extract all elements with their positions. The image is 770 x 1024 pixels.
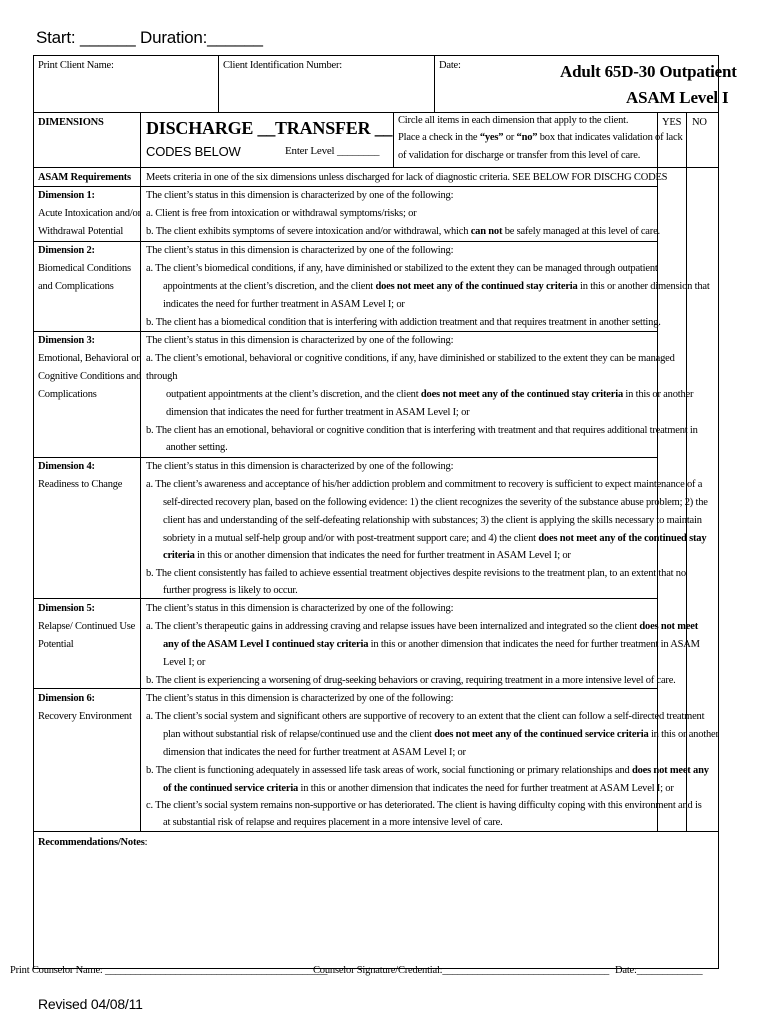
- transfer-label: TRANSFER __: [275, 118, 393, 138]
- dimension-3-title: Dimension 3:: [38, 335, 95, 346]
- footer-date-field: Date:_____________: [615, 965, 703, 976]
- dimension-2-subtitle: Biomedical Conditions: [38, 263, 131, 274]
- instructions-line2: Place a check in the “yes” or “no” box that indicates validation of lack: [398, 132, 683, 143]
- start-duration-line: Start: ______ Duration:______: [36, 28, 263, 47]
- recommendations-notes-area[interactable]: [34, 852, 718, 968]
- dimension-3-intro: The client’s status in this dimension is characterized by one of the following:: [146, 335, 454, 346]
- dimension-3-subtitle: Emotional, Behavioral or: [38, 353, 140, 364]
- asam-requirements-text: Meets criteria in one of the six dimensions unless discharged for lack of diagnostic criteria. SEE BELOW FOR DISCHG CODES: [146, 172, 668, 183]
- dimension-4-item-a-line2: self-directed recovery plan, based on the following evidence: 1) the client recognizes the severity of the substance abuse problem; 2) the: [163, 497, 708, 508]
- dimension-6-item-a-line2: plan without substantial risk of relapse/continued use and the client does not meet any of the continued service criteria in this or another: [163, 729, 719, 740]
- dimension-5-item-a-line3: Level I; or: [163, 657, 206, 668]
- yes-column-header: YES: [662, 117, 682, 128]
- dimension-2-item-a-line3: indicates the need for further treatment in ASAM Level I; or: [163, 299, 405, 310]
- client-id-label: Client Identification Number:: [223, 60, 343, 71]
- dimension-1-intro: The client’s status in this dimension is characterized by one of the following:: [146, 190, 454, 201]
- dimension-4-item-a-line5: criteria in this or another dimension that indicates the need for further treatment in ASAM Level I; or: [163, 550, 571, 561]
- dimension-5-subtitle: Relapse/ Continued Use: [38, 621, 136, 632]
- dimension-4-title: Dimension 4:: [38, 461, 95, 472]
- dimension-6-subtitle: Recovery Environment: [38, 711, 132, 722]
- dimension-1-item-a: a. Client is free from intoxication or withdrawal symptoms/risks; or: [146, 208, 417, 219]
- dimension-5-item-b: b. The client is experiencing a worsening of drug-seeking behaviors or craving, requiring treatment in a more intensive level of care.: [146, 675, 676, 686]
- form-title-line2: ASAM Level I: [626, 88, 729, 107]
- dimension-6-item-b-line1: b. The client is functioning adequately in assessed life task areas of work, social functioning or primary relationships and does not meet any: [146, 765, 709, 776]
- counselor-signature-field: Counselor Signature/Credential:_________________________________: [313, 965, 610, 976]
- dimension-6-item-a-line1: a. The client’s social system and significant others are supportive of recovery to an extent that the client can follow a self-directed treatment: [146, 711, 705, 722]
- dimension-3-item-a-line4: dimension that indicates the need for further treatment in ASAM Level I; or: [166, 407, 470, 418]
- dimension-1-subtitle: Acute Intoxication and/or: [38, 208, 141, 219]
- dimension-3-item-a-line3: outpatient appointments at the client’s discretion, and the client does not meet any of the continued stay criteria in this or another: [166, 389, 694, 400]
- dimension-5-title: Dimension 5:: [38, 603, 95, 614]
- counselor-name-field: Print Counselor Name: ____________________________________________: [10, 965, 328, 976]
- dimension-4-item-a-line3: client has and understanding of the self-defeating relationship with substances; 3) the client is applying the skills necessary to maintain: [163, 515, 702, 526]
- dimension-4-intro: The client’s status in this dimension is characterized by one of the following:: [146, 461, 454, 472]
- instructions-line1: Circle all items in each dimension that apply to the client.: [398, 115, 629, 126]
- dimension-1-item-b: b. The client exhibits symptoms of severe intoxication and/or withdrawal, which can not be safely managed at this level of care.: [146, 226, 660, 237]
- dimension-5-item-a-line1: a. The client’s therapeutic gains in addressing craving and relapse issues have been internalized and integrated so the client does not meet: [146, 621, 699, 632]
- form-title-line1: Adult 65D-30 Outpatient: [560, 62, 737, 81]
- dimension-2-intro: The client’s status in this dimension is characterized by one of the following:: [146, 245, 454, 256]
- revision-date: Revised 04/08/11: [38, 996, 143, 1012]
- dimension-3-item-b-line2: another setting.: [166, 442, 228, 453]
- dimension-2-item-b: b. The client has a biomedical condition that is interfering with addiction treatment and that requires treatment in another setting.: [146, 317, 661, 328]
- dimension-5-intro: The client’s status in this dimension is characterized by one of the following:: [146, 603, 454, 614]
- dimension-2-item-a-line2: appointments at the client’s discretion, and the client does not meet any of the continued stay criteria in this or another dimension that: [163, 281, 710, 292]
- dimension-2-subtitle-2: and Complications: [38, 281, 114, 292]
- dimension-2-item-a-line1: a. The client’s biomedical conditions, if any, have diminished or stabilized to the extent they can be managed through outpatient: [146, 263, 658, 274]
- dimension-3-item-b-line1: b. The client has an emotional, behavioral or cognitive condition that is interfering with treatment and that requires additional treatment in: [146, 425, 698, 436]
- dimension-1-subtitle-2: Withdrawal Potential: [38, 226, 124, 237]
- discharge-label: DISCHARGE __: [146, 118, 276, 138]
- dimension-6-item-a-line3: dimension that indicates the need for further treatment at ASAM Level I; or: [163, 747, 466, 758]
- dimension-4-subtitle: Readiness to Change: [38, 479, 123, 490]
- dimension-3-subtitle-3: Complications: [38, 389, 97, 400]
- dimension-6-item-b-line2: of the continued service criteria in this or another dimension that indicates the need for further treatment at ASAM Level I; or: [163, 783, 674, 794]
- dimension-4-item-b-line1: b. The client consistently has failed to achieve essential treatment objectives despite revisions to the treatment plan, to an extent that no: [146, 568, 686, 579]
- asam-requirements-label: ASAM Requirements: [38, 172, 131, 183]
- dimension-2-title: Dimension 2:: [38, 245, 95, 256]
- dimension-5-item-a-line2: any of the ASAM Level I continued stay criteria in this or another dimension that indicates the need for further treatment in ASAM: [163, 639, 700, 650]
- dimension-4-item-a-line1: a. The client’s awareness and acceptance of his/her addiction problem and commitment to recovery is sufficient to expect maintenance of a: [146, 479, 703, 490]
- no-column-header: NO: [692, 117, 707, 128]
- dimension-6-item-c-line1: c. The client’s social system remains non-supportive or has deteriorated. The client is having difficulty coping with this environment and is: [146, 800, 702, 811]
- dimension-3-item-a-line1: a. The client’s emotional, behavioral or cognitive conditions, if any, have diminished or stabilized to the extent they can be managed: [146, 353, 675, 364]
- dimension-4-item-b-line2: further progress is likely to occur.: [163, 585, 298, 596]
- dimension-3-subtitle-2: Cognitive Conditions and: [38, 371, 142, 382]
- codes-below-label: CODES BELOW: [146, 144, 241, 159]
- dimension-3-item-a-line2: through: [146, 371, 178, 382]
- enter-level-field: Enter Level ________: [285, 145, 380, 157]
- dimension-6-title: Dimension 6:: [38, 693, 95, 704]
- recommendations-label: Recommendations/Notes:: [38, 837, 148, 848]
- dimension-6-item-c-line2: at substantial risk of relapse and requires placement in a more intensive level of care.: [163, 817, 503, 828]
- dimension-5-subtitle-2: Potential: [38, 639, 74, 650]
- dimension-1-title: Dimension 1:: [38, 190, 95, 201]
- dimensions-label: DIMENSIONS: [38, 117, 104, 128]
- dimension-4-item-a-line4: sobriety in a mutual self-help group and/or with post-treatment support care; and 4) the client does not meet any of the continued stay: [163, 533, 707, 544]
- dimension-6-intro: The client’s status in this dimension is characterized by one of the following:: [146, 693, 454, 704]
- client-name-label: Print Client Name:: [38, 60, 114, 71]
- date-label: Date:: [439, 60, 461, 71]
- instructions-line3: of validation for discharge or transfer from this level of care.: [398, 150, 641, 161]
